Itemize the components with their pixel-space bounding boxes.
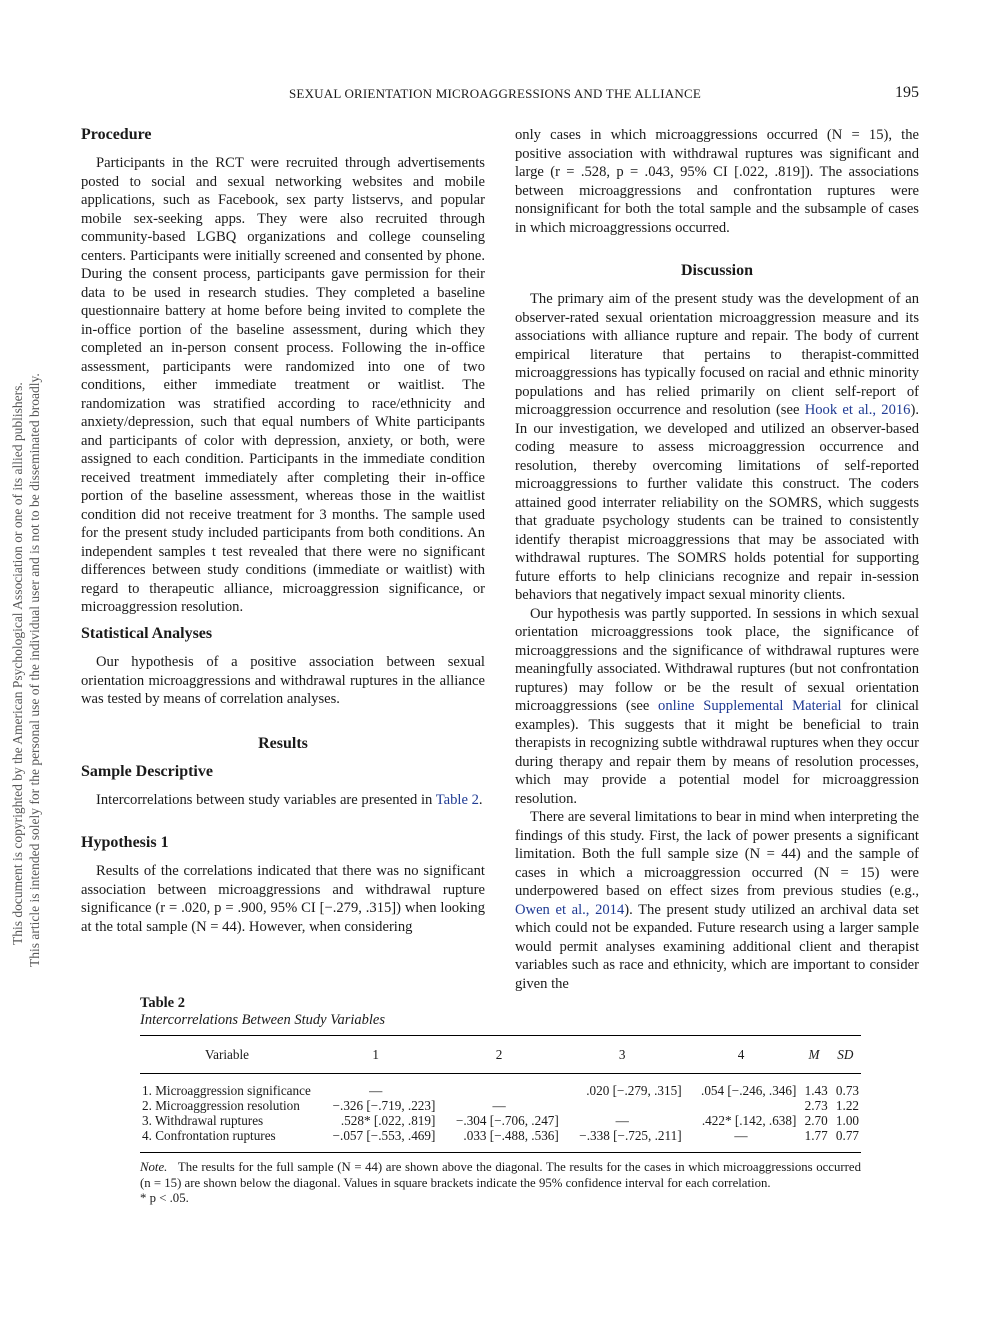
table-row xyxy=(140,1098,861,1113)
table-cell: 2. Microaggression resolution xyxy=(142,1098,300,1113)
note-label: Note. xyxy=(140,1160,168,1174)
table-cell: −.057 [−.553, .469] xyxy=(332,1128,436,1143)
table-cell: −.338 [−.725, .211] xyxy=(579,1128,682,1143)
table-cell: .422* [.142, .638] xyxy=(701,1113,797,1128)
col-header: 1 xyxy=(314,1036,437,1074)
running-head: SEXUAL ORIENTATION MICROAGGRESSIONS AND THE ALLIANCE xyxy=(289,86,701,101)
sample-paragraph: Intercorrelations between study variables are presented in Table 2. xyxy=(96,791,483,808)
table-2-link[interactable]: Table 2 xyxy=(435,791,479,808)
note-text: The results for the full sample (N = 44) are shown above the diagonal. The results for the cases in which microaggressions occurred (n = 15) are shown below the diagonal. Values in square brackets indicate the 95% confidence interval for each correlation. xyxy=(140,1160,861,1190)
table-label: Table 2 xyxy=(140,995,185,1011)
discussion-heading: Discussion xyxy=(680,262,754,279)
table-cell: 1. Microaggression significance xyxy=(142,1083,311,1098)
table-cell: 0.77 xyxy=(835,1128,859,1143)
table-cell: 1.00 xyxy=(835,1113,859,1128)
table-2 xyxy=(140,995,861,1207)
procedure-paragraph: Participants in the RCT were recruited through advertisements posted to social and sexual networking websites and mobile applications, such as Facebook, sex party listservs, and popular mobile sex-seeking apps. They were also recruited through community-based LGBQ organizations and college counseling centers. Participants were initially screened and consented by phone. During the consent process, participants gave permission for their data to be used in research studies. They completed a baseline questionnaire battery at home before being invited to complete the in-office portion of the baseline assessment, during which they completed an in-person consent process. Following the in-office assessment, participants were randomized into one of two conditions, either immediate treatment or waitlist. The randomization was stratified according to race/ethnicity and anxiety/depression, such that equal numbers of White participants and participants of color with depression, anxiety, or both, were assigned to each condition. Participants in the immediate condition received treatment immediately after completing their in-office portion of the baseline assessment, whereas those in the waitlist condition did not receive treatment for 3 months. The sample used for the present study included participants from both conditions. An independent samples t test revealed that there were no significant differences between study conditions (immediate or waitlist) with regard to therapeutic alliance, microaggression significance, or microaggression resolution. xyxy=(81,155,485,615)
statistical-analyses-heading: Statistical Analyses xyxy=(81,625,213,642)
table-cell: 0.73 xyxy=(835,1083,859,1098)
table-cell xyxy=(684,1098,799,1113)
col-header: Variable xyxy=(140,1036,314,1074)
table-row xyxy=(140,1113,861,1128)
table-cell: .054 [−.246, .346] xyxy=(701,1083,797,1098)
col-header: M xyxy=(798,1036,829,1074)
sample-descriptive-heading: Sample Descriptive xyxy=(81,762,213,780)
copyright-notice: This document is copyrighted by the American Psychological Association or one of its allied publishers. xyxy=(10,382,25,945)
text: for clinical examples). This suggests that it might be beneficial to train therapists in recognizing subtle withdrawal ruptures when they occur during therapy and repair them by means of resolution processes, which may provide a potential model for microaggression resolution. xyxy=(515,698,919,807)
table-title: Intercorrelations Between Study Variables xyxy=(140,1012,385,1028)
footnote: * p < .05. xyxy=(140,1191,189,1205)
continued-paragraph: only cases in which microaggressions occurred (N = 15), the positive association with withdrawal ruptures was significant and large (r = .528, p = .043, 95% CI [.022, .819]). The associations between microaggressions and confrontation ruptures were nonsignificant for both the total sample and the subsample of cases in which microaggressions occurred. xyxy=(515,127,919,236)
text: The primary aim of the present study was the development of an observer-rated sexual orientation microaggression measure and its associations with alliance rupture and repair. The body of current empirical literature that pertains to therapist-committed microaggressions has typically focused on racial and ethnic minority populations and has relied primarily on client self-report of microaggression occurrence and resolution (see xyxy=(515,291,919,418)
results-heading: Results xyxy=(258,734,308,752)
table-row xyxy=(140,1074,861,1099)
table-cell: — xyxy=(492,1098,506,1113)
text: Our hypothesis was partly supported. In sessions in which sexual orientation microaggressions took place, the significance of microaggressions and the significance of withdrawal ruptures were meaningfully associated. Withdrawal ruptures (but not confrontation ruptures) may follow or be the result of sexual orientation microaggressions (see xyxy=(515,605,919,714)
hypothesis-paragraph: Results of the correlations indicated that there was no significant association between microaggressions and withdrawal rupture significance (r = .020, p = .900, 95% CI [−.279, .315]) when looking at the total sample (N = 44). However, when considering xyxy=(81,863,485,935)
table-cell: — xyxy=(734,1128,748,1143)
left-column xyxy=(81,125,485,617)
text: ). The present study utilized an archival data set which could not be expanded. Future research using a larger sample would permit analyses examining additional client and therapist variables such as race and ethnicity, which are important to consider given the xyxy=(515,901,919,992)
table-cell: 1.22 xyxy=(835,1098,859,1113)
table-cell: ​.020 [−.279, .315] xyxy=(586,1083,682,1098)
text: ). In our investigation, we developed and utilized an observer-based coding measure to assess microaggression occurrence and resolution, thereby overcoming limitations of self-reported microaggressions to further validate this construct. The coders attained good interrater reliability on the SOMRS, which suggests that graduate psychology students can be trained to consistently identify therapist microaggressions that may be associated with withdrawal ruptures. The SOMRS holds potential for supporting future efforts to help clinicians recognize and repair in-session behaviors that negatively impact sexual minority clients. xyxy=(515,402,919,603)
table-cell: 2.70 xyxy=(804,1113,828,1128)
hypothesis-1-heading: Hypothesis 1 xyxy=(81,834,169,851)
col-header: 3 xyxy=(561,1036,684,1074)
text: There are several limitations to bear in mind when interpreting the findings of this study. First, the lack of power presents a significant limitation. Both the full sample size (N = 44) and the sample of cases in which a microaggression occurred (N = 15) were underpowered based on effect sizes from previous studies (e.g., xyxy=(515,809,919,899)
table-cell: 1.43 xyxy=(804,1083,828,1098)
table-cell: 2.73 xyxy=(804,1098,828,1113)
correlation-table xyxy=(140,1035,861,1153)
table-note xyxy=(140,1160,861,1207)
table-row xyxy=(140,1128,861,1153)
stats-paragraph: Our hypothesis of a positive association between sexual orientation microaggressions and withdrawal ruptures in the alliance was tested by means of correlation analyses. xyxy=(81,654,485,707)
procedure-heading: Procedure xyxy=(81,126,152,143)
table-cell: — xyxy=(369,1083,383,1098)
table-cell xyxy=(437,1074,560,1099)
discussion-paragraph-2 xyxy=(515,605,919,809)
table-cell: −.304 [−.706, .247] xyxy=(455,1113,559,1128)
col-header: 4 xyxy=(684,1036,799,1074)
table-cell: 3. Withdrawal ruptures xyxy=(142,1113,264,1128)
supplemental-material-link[interactable]: online Supplemental Material xyxy=(658,698,842,714)
sample-text: Intercorrelations between study variables are presented in xyxy=(96,791,433,808)
hook-2016-link[interactable]: Hook et al., 2016 xyxy=(804,402,911,418)
discussion-paragraph-3 xyxy=(515,808,919,993)
table-cell: .033 [−.488, .536] xyxy=(463,1128,559,1143)
table-cell: — xyxy=(615,1113,629,1128)
col-header: SD xyxy=(830,1036,861,1074)
table-cell: 4. Confrontation ruptures xyxy=(142,1128,276,1143)
discussion-paragraph-1 xyxy=(515,290,919,605)
left-column-stats xyxy=(81,624,485,936)
col-header: 2 xyxy=(437,1036,560,1074)
table-cell: .528* [.022, .819] xyxy=(340,1113,436,1128)
usage-notice: This article is intended solely for the personal use of the individual user and is not to be disseminated broadly. xyxy=(27,373,42,967)
right-column xyxy=(515,126,919,993)
table-cell xyxy=(561,1098,684,1113)
page-number: 195 xyxy=(895,84,919,101)
table-cell: 1.77 xyxy=(804,1128,828,1143)
table-cell: −.326 [−.719, .223] xyxy=(332,1098,436,1113)
owen-2014-link[interactable]: Owen et al., 2014 xyxy=(515,901,625,918)
